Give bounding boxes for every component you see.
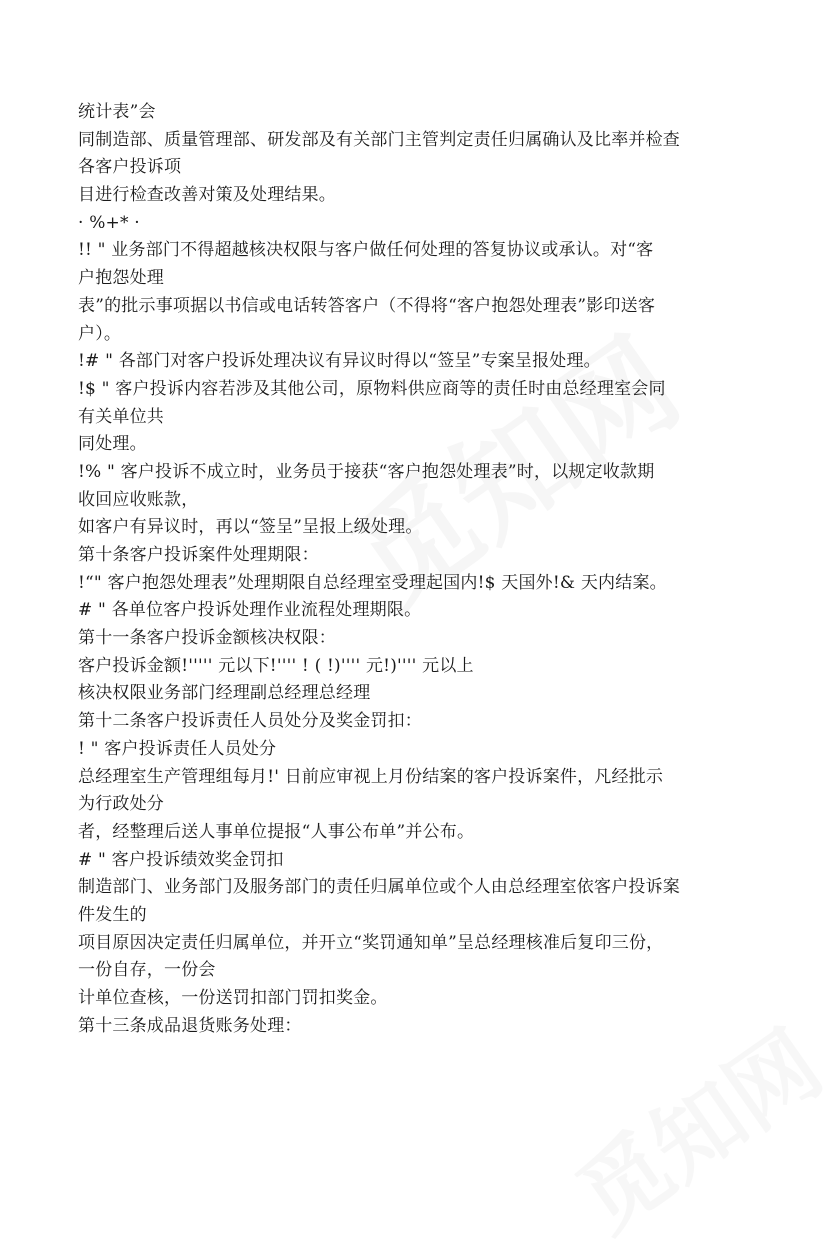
text-line: !# " 各部门对客户投诉处理决议有异议时得以“签呈”专案呈报处理。 <box>78 351 601 372</box>
section-heading: 第十二条客户投诉责任人员处分及奖金罚扣： <box>78 711 422 732</box>
text-line: 一份自存，一份会 <box>78 960 216 981</box>
text-line: ! " 客户投诉责任人员处分 <box>78 738 277 759</box>
text-line: 者，经整理后送人事单位提报“人事公布单”并公布。 <box>78 821 475 842</box>
text-line: 表”的批示事项据以书信或电话转答客户（不得将“客户抱怨处理表”影印送客 <box>78 295 656 316</box>
text-line: # " 客户投诉绩效奖金罚扣 <box>78 849 284 870</box>
text-line: !% " 客户投诉不成立时，业务员于接获“客户抱怨处理表”时，以规定收款期 <box>78 461 655 482</box>
text-line: 为行政处分 <box>78 794 164 815</box>
text-line: 核决权限业务部门经理副总经理总经理 <box>78 683 371 704</box>
text-line: 计单位查核，一份送罚扣部门罚扣奖金。 <box>78 988 388 1008</box>
text-line: !$ " 客户投诉内容若涉及其他公司，原物料供应商等的责任时由总经理室会同 <box>78 378 666 399</box>
section-heading: 第十三条成品退货账务处理： <box>78 1015 302 1036</box>
text-line: 目进行检查改善对策及处理结果。 <box>78 185 336 206</box>
text-line: 总经理室生产管理组每月!' 日前应审视上月份结案的客户投诉案件，凡经批示 <box>78 766 664 787</box>
text-line: !“" 客户抱怨处理表”处理期限自总经理室受理起国内!$ 天国外!& 天内结案。 <box>78 572 667 593</box>
document-body <box>78 99 758 1040</box>
text-line: 户）。 <box>78 323 122 344</box>
text-line: 收回应收账款， <box>78 489 199 510</box>
section-heading: 第十一条客户投诉金额核决权限： <box>78 628 336 649</box>
text-line: 客户投诉金额!''''' 元以下!'''' ! ( !)'''' 元!)'''' 元以上 <box>78 655 474 676</box>
text-line: 户抱怨处理 <box>78 268 164 289</box>
text-line: 有关单位共 <box>78 406 164 427</box>
text-line: 制造部门、业务部门及服务部门的责任归属单位或个人由总经理室依客户投诉案 <box>78 877 680 898</box>
text-line: 统计表”会 <box>78 102 156 122</box>
text-line: 如客户有异议时，再以“签呈”呈报上级处理。 <box>78 517 423 538</box>
text-line: · %+* · <box>78 212 140 233</box>
text-line: !! " 业务部门不得超越核决权限与客户做任何处理的答复协议或承认。对“客 <box>78 240 654 261</box>
text-line: # " 各单位客户投诉处理作业流程处理期限。 <box>78 600 422 621</box>
text-line: 同处理。 <box>78 434 147 455</box>
text-line: 各客户投诉项 <box>78 157 182 178</box>
text-line: 同制造部、质量管理部、研发部及有关部门主管判定责任归属确认及比率并检查 <box>78 129 680 150</box>
text-line: 项目原因决定责任归属单位，并开立“奖罚通知单”呈总经理核准后复印三份， <box>78 932 664 953</box>
section-heading: 第十条客户投诉案件处理期限： <box>78 545 319 565</box>
text-line: 件发生的 <box>78 904 147 925</box>
